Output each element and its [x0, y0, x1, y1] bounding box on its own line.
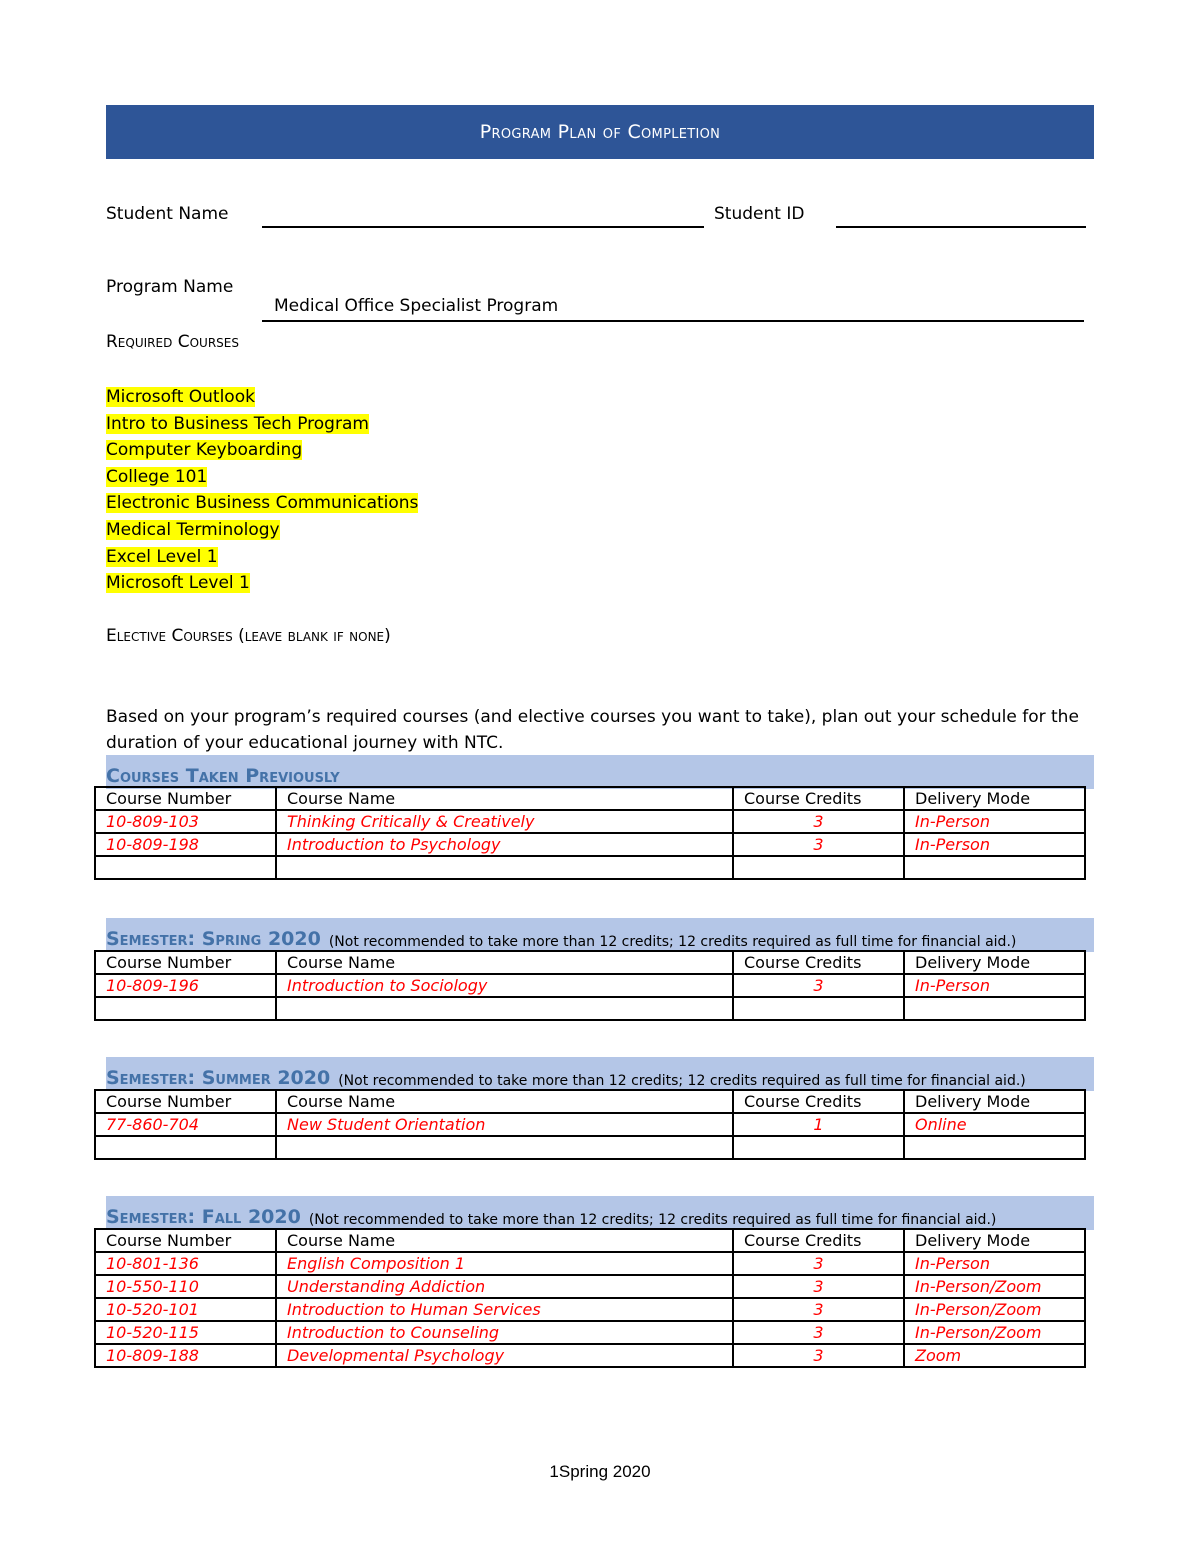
- courses-previous-table: [94, 786, 1086, 880]
- column-header: Delivery Mode: [904, 951, 1085, 974]
- column-header: Course Name: [276, 1090, 733, 1113]
- course-number-cell[interactable]: 10-520-101: [95, 1298, 276, 1321]
- delivery-mode-cell[interactable]: In-Person: [904, 974, 1085, 997]
- course-credits-cell[interactable]: 1: [733, 1113, 904, 1136]
- section-header-summer-2020: [106, 1057, 1094, 1091]
- instructions-text: Based on your program’s required courses (and elective courses you want to take), plan out your schedule for the duration of your educational journey with NTC.: [106, 707, 1079, 753]
- course-credits-cell[interactable]: [733, 997, 904, 1020]
- delivery-mode-cell[interactable]: [904, 856, 1085, 879]
- table-row: [95, 1298, 1085, 1321]
- section-header-fall-2020: [106, 1196, 1094, 1230]
- course-number-cell[interactable]: 10-520-115: [95, 1321, 276, 1344]
- required-course-item: Electronic Business Communications: [106, 493, 419, 514]
- delivery-mode-cell[interactable]: In-Person: [904, 810, 1085, 833]
- delivery-mode-cell[interactable]: In-Person/Zoom: [904, 1275, 1085, 1298]
- program-name-value: Medical Office Specialist Program: [274, 296, 559, 316]
- column-header: Course Number: [95, 951, 276, 974]
- table-row: [95, 1113, 1085, 1136]
- page-footer: 1Spring 2020: [549, 1462, 651, 1481]
- section-title: Semester: Summer 2020: [106, 1067, 331, 1089]
- table-header-row: [95, 1229, 1085, 1252]
- course-credits-cell[interactable]: 3: [733, 1298, 904, 1321]
- table-header-row: [95, 787, 1085, 810]
- course-number-cell[interactable]: 10-809-103: [95, 810, 276, 833]
- required-course-item: Intro to Business Tech Program: [106, 413, 369, 434]
- section-title: Semester: Fall 2020: [106, 1206, 301, 1228]
- column-header: Course Number: [95, 1229, 276, 1252]
- student-name-label: Student Name: [106, 204, 229, 224]
- table-row: [95, 833, 1085, 856]
- page-title: Program Plan of Completion: [106, 105, 1094, 159]
- course-credits-cell[interactable]: [733, 1136, 904, 1159]
- course-name-cell[interactable]: Thinking Critically & Creatively: [276, 810, 733, 833]
- column-header: Delivery Mode: [904, 1229, 1085, 1252]
- column-header: Course Number: [95, 787, 276, 810]
- course-credits-cell[interactable]: 3: [733, 1252, 904, 1275]
- delivery-mode-cell[interactable]: In-Person: [904, 1252, 1085, 1275]
- course-credits-cell[interactable]: 3: [733, 1321, 904, 1344]
- courses-summer-2020-table: [94, 1089, 1086, 1160]
- column-header: Delivery Mode: [904, 787, 1085, 810]
- column-header: Course Name: [276, 951, 733, 974]
- courses-fall-2020-table: [94, 1228, 1086, 1368]
- program-name-label: Program Name: [106, 277, 234, 297]
- course-number-cell[interactable]: 10-550-110: [95, 1275, 276, 1298]
- required-courses-heading: Required Courses: [106, 332, 239, 352]
- course-name-cell[interactable]: [276, 997, 733, 1020]
- table-row: [95, 856, 1085, 879]
- delivery-mode-cell[interactable]: Zoom: [904, 1344, 1085, 1367]
- section-title: Courses Taken Previously: [106, 765, 340, 787]
- course-number-cell[interactable]: [95, 1136, 276, 1159]
- course-name-cell[interactable]: Introduction to Counseling: [276, 1321, 733, 1344]
- section-header-previous: [106, 755, 1094, 789]
- required-course-item: College 101: [106, 466, 208, 487]
- delivery-mode-cell[interactable]: [904, 1136, 1085, 1159]
- table-row: [95, 997, 1085, 1020]
- required-course-item: Computer Keyboarding: [106, 440, 303, 461]
- course-name-cell[interactable]: Introduction to Sociology: [276, 974, 733, 997]
- course-name-cell[interactable]: Introduction to Human Services: [276, 1298, 733, 1321]
- section-note: (Not recommended to take more than 12 credits; 12 credits required as full time for financial aid.): [338, 1073, 1026, 1089]
- delivery-mode-cell[interactable]: Online: [904, 1113, 1085, 1136]
- course-name-cell[interactable]: Developmental Psychology: [276, 1344, 733, 1367]
- course-credits-cell[interactable]: 3: [733, 1275, 904, 1298]
- course-number-cell[interactable]: [95, 856, 276, 879]
- column-header: Course Credits: [733, 787, 904, 810]
- required-courses-list: [106, 384, 418, 597]
- delivery-mode-cell[interactable]: In-Person: [904, 833, 1085, 856]
- student-id-label: Student ID: [714, 204, 805, 224]
- required-course-item: Microsoft Outlook: [106, 387, 255, 407]
- column-header: Delivery Mode: [904, 1090, 1085, 1113]
- delivery-mode-cell[interactable]: In-Person/Zoom: [904, 1298, 1085, 1321]
- course-number-cell[interactable]: [95, 997, 276, 1020]
- table-row: [95, 1321, 1085, 1344]
- course-credits-cell[interactable]: 3: [733, 1344, 904, 1367]
- program-name-field[interactable]: [262, 298, 1084, 322]
- course-number-cell[interactable]: 10-809-196: [95, 974, 276, 997]
- course-number-cell[interactable]: 10-801-136: [95, 1252, 276, 1275]
- course-credits-cell[interactable]: 3: [733, 810, 904, 833]
- table-row: [95, 1344, 1085, 1367]
- column-header: Course Credits: [733, 951, 904, 974]
- course-name-cell[interactable]: Understanding Addiction: [276, 1275, 733, 1298]
- column-header: Course Name: [276, 1229, 733, 1252]
- delivery-mode-cell[interactable]: In-Person/Zoom: [904, 1321, 1085, 1344]
- course-name-cell[interactable]: Introduction to Psychology: [276, 833, 733, 856]
- course-credits-cell[interactable]: 3: [733, 833, 904, 856]
- section-note: (Not recommended to take more than 12 credits; 12 credits required as full time for financial aid.): [328, 934, 1017, 950]
- course-number-cell[interactable]: 10-809-188: [95, 1344, 276, 1367]
- course-credits-cell[interactable]: 3: [733, 974, 904, 997]
- table-row: [95, 810, 1085, 833]
- table-row: [95, 1136, 1085, 1159]
- table-header-row: [95, 1090, 1085, 1113]
- table-row: [95, 1275, 1085, 1298]
- required-course-item: Excel Level 1: [106, 546, 218, 567]
- section-note: (Not recommended to take more than 12 credits; 12 credits required as full time for financial aid.): [308, 1212, 997, 1228]
- section-header-spring-2020: [106, 918, 1094, 952]
- student-name-field[interactable]: [262, 226, 704, 228]
- column-header: Course Credits: [733, 1229, 904, 1252]
- column-header: Course Credits: [733, 1090, 904, 1113]
- required-course-item: Medical Terminology: [106, 519, 280, 540]
- courses-spring-2020-table: [94, 950, 1086, 1021]
- elective-courses-heading: Elective Courses (leave blank if none): [106, 626, 391, 646]
- column-header: Course Number: [95, 1090, 276, 1113]
- column-header: Course Name: [276, 787, 733, 810]
- course-number-cell[interactable]: 10-809-198: [95, 833, 276, 856]
- table-row: [95, 974, 1085, 997]
- course-name-cell[interactable]: New Student Orientation: [276, 1113, 733, 1136]
- course-number-cell[interactable]: 77-860-704: [95, 1113, 276, 1136]
- course-credits-cell[interactable]: [733, 856, 904, 879]
- table-header-row: [95, 951, 1085, 974]
- required-course-item: Microsoft Level 1: [106, 573, 250, 594]
- section-title: Semester: Spring 2020: [106, 928, 321, 950]
- course-name-cell[interactable]: [276, 1136, 733, 1159]
- student-id-field[interactable]: [836, 226, 1086, 228]
- course-name-cell[interactable]: English Composition 1: [276, 1252, 733, 1275]
- table-row: [95, 1252, 1085, 1275]
- course-name-cell[interactable]: [276, 856, 733, 879]
- delivery-mode-cell[interactable]: [904, 997, 1085, 1020]
